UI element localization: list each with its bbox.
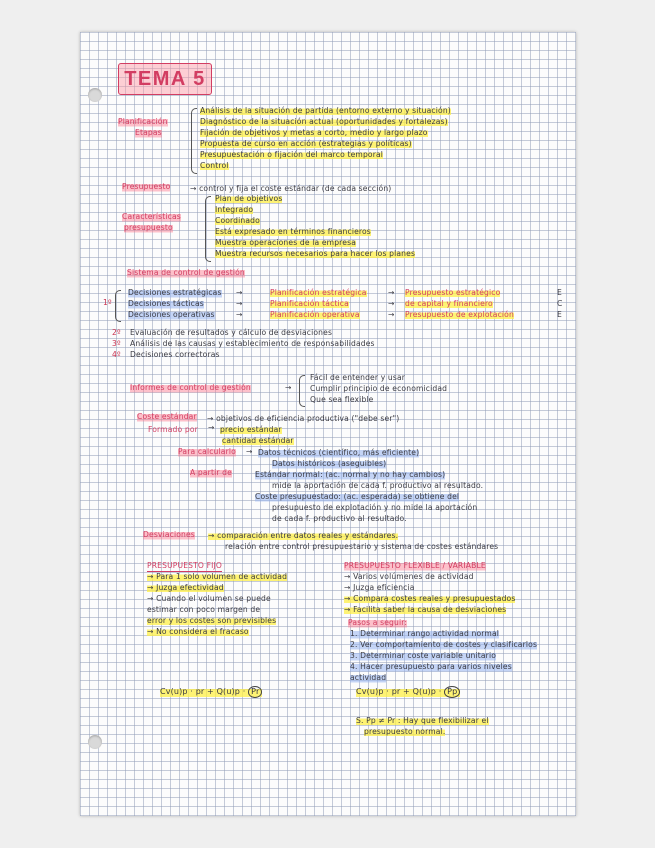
- step-number: 4º: [112, 350, 121, 359]
- brace: [191, 108, 197, 174]
- flexible-item: → Juzga eficiencia: [344, 583, 415, 592]
- letter: E: [557, 288, 562, 297]
- decision-label: Decisiones operativas: [128, 310, 215, 319]
- a-partir-label: A partir de: [190, 468, 232, 477]
- brace: [205, 196, 211, 262]
- flexible-formula: [356, 686, 460, 698]
- pasos-label: Pasos a seguir:: [348, 618, 408, 627]
- flexible-item: → Facilita saber la causa de desviaciones: [344, 605, 507, 614]
- fijo-item: → Juzga efectividad: [147, 583, 224, 592]
- etapa-item: Control: [200, 161, 229, 170]
- etapa-item: Fijación de objetivos y metas a corto, medio y largo plazo: [200, 128, 428, 137]
- flexible-note: presupuesto normal.: [364, 727, 446, 736]
- caracteristica-item: Muestra recursos necesarios para hacer los planes: [215, 249, 416, 258]
- planificacion-type: Planificación táctica: [270, 299, 349, 308]
- flexible-item: → Varios volúmenes de actividad: [344, 572, 474, 581]
- letter: E: [557, 310, 562, 319]
- arrow: →: [236, 288, 243, 297]
- para-calcularlo-label: Para calcularlo: [178, 447, 236, 456]
- arrow: →: [388, 310, 395, 319]
- caracteristica-item: Plan de objetivos: [215, 194, 283, 203]
- estandar-detail: mide la aportación de cada f. productivo al resultado.: [272, 481, 484, 490]
- arrow: →: [208, 423, 215, 432]
- fijo-item: estimar con poco margen de: [147, 605, 261, 614]
- arrow: →: [236, 310, 243, 319]
- estandar-detail: de cada f. productivo al resultado.: [272, 514, 407, 523]
- step-number: 2º: [112, 328, 121, 337]
- presupuesto-label: Presupuesto: [122, 182, 171, 191]
- desviaciones-line: relación entre control presupuestario y sistema de costes estándares: [225, 542, 499, 551]
- calculo-item: Datos históricos (aseguibles): [272, 459, 387, 468]
- caracteristica-item: Integrado: [215, 205, 254, 214]
- arrow: →: [246, 447, 253, 456]
- arrow: →: [388, 299, 395, 308]
- informe-item: Que sea flexible: [310, 395, 374, 404]
- planificacion-type: Planificación estratégica: [270, 288, 367, 297]
- formado-item: precio estándar: [220, 425, 282, 434]
- fijo-item: → No considera el fracaso: [147, 627, 249, 636]
- informes-label: Informes de control de gestión: [130, 383, 251, 392]
- binder-hole: [88, 735, 102, 749]
- brace: [299, 375, 305, 407]
- caracteristica-item: Muestra operaciones de la empresa: [215, 238, 357, 247]
- step-number: 3º: [112, 339, 121, 348]
- etapa-item: Análisis de la situación de partida (entorno externo y situación): [200, 106, 451, 115]
- fijo-item: error y los costes son previsibles: [147, 616, 277, 625]
- estandar-detail: presupuesto de explotación y no mide la aportación: [272, 503, 478, 512]
- formula-text: Cv(u)p · pr + Q(u)p ·: [356, 687, 445, 696]
- paso-item: 2. Ver comportamiento de costes y clasificarlos: [350, 640, 538, 649]
- etapas-label: Etapas: [135, 128, 162, 137]
- formula-circled: Pr: [248, 686, 262, 698]
- arrow: →: [388, 288, 395, 297]
- binder-hole: [88, 88, 102, 102]
- page-title: TEMA 5: [118, 63, 212, 95]
- caracteristica-item: Está expresado en términos financieros: [215, 227, 371, 236]
- calculo-item: Datos técnicos (científico, más eficiente): [258, 448, 420, 457]
- caracteristicas-label: Características: [122, 212, 181, 221]
- letter: C: [557, 299, 563, 308]
- formado-item: cantidad estándar: [222, 436, 294, 445]
- fijo-heading: PRESUPUESTO FIJO: [147, 561, 223, 570]
- arrow: →: [236, 299, 243, 308]
- planificacion-type: Planificación operativa: [270, 310, 360, 319]
- estandar-item: Estándar normal: (ac. normal y no hay cambios): [255, 470, 446, 479]
- presupuesto-type: Presupuesto de explotación: [405, 310, 514, 319]
- paso-item: 4. Hacer presupuesto para varios niveles: [350, 662, 512, 671]
- brace: [115, 290, 121, 322]
- fijo-item: → Para 1 solo volumen de actividad: [147, 572, 288, 581]
- sistema-heading: Sistema de control de gestión: [127, 268, 245, 277]
- paso-item: 3. Determinar coste variable unitario: [350, 651, 497, 660]
- desviaciones-line: → comparación entre datos reales y estándares.: [208, 531, 399, 540]
- presupuesto-type: de capital y financiero: [405, 299, 493, 308]
- flexible-item: → Compara costes reales y presupuestados: [344, 594, 516, 603]
- step-number: 1º: [103, 298, 112, 307]
- planificacion-label: Planificación: [118, 117, 168, 126]
- flexible-note: S. Pp ≠ Pr : Hay que flexibilizar el: [356, 716, 489, 725]
- caracteristica-item: Coordinado: [215, 216, 260, 225]
- informe-item: Cumplir principio de economicidad: [310, 384, 448, 393]
- step-text: Evaluación de resultados y cálculo de desviaciones: [130, 328, 333, 337]
- fijo-formula: [160, 686, 262, 698]
- informe-item: Fácil de entender y usar: [310, 373, 406, 382]
- estandar-item: Coste presupuestado: (ac. esperada) se obtiene del: [255, 492, 460, 501]
- coste-label: Coste estándar: [137, 412, 197, 421]
- paso-item: 1. Determinar rango actividad normal: [350, 629, 500, 638]
- etapa-item: Diagnóstico de la situación actual (oportunidades y fortalezas): [200, 117, 448, 126]
- decision-label: Decisiones estratégicas: [128, 288, 222, 297]
- fijo-item: → Cuando el volumen se puede: [147, 594, 271, 603]
- step-text: Decisiones correctoras: [130, 350, 220, 359]
- presupuesto-definition: → control y fija el coste estándar (de cada sección): [190, 184, 392, 193]
- arrow: →: [285, 383, 292, 392]
- etapa-item: Presupuestación o fijación del marco temporal: [200, 150, 384, 159]
- flexible-heading: PRESUPUESTO FLEXIBLE / VARIABLE: [344, 561, 486, 570]
- presupuesto-type: Presupuesto estratégico: [405, 288, 501, 297]
- decision-label: Decisiones tácticas: [128, 299, 204, 308]
- paso-item: actividad: [350, 673, 387, 682]
- coste-definition: → objetivos de eficiencia productiva ("debe ser"): [207, 414, 400, 423]
- caracteristicas-label: presupuesto: [124, 223, 173, 232]
- step-text: Análisis de las causas y establecimiento de responsabilidades: [130, 339, 375, 348]
- formula-text: Cv(u)p · pr + Q(u)p ·: [160, 687, 249, 696]
- formula-circled: Pp: [444, 686, 460, 698]
- formado-label: Formado por: [148, 425, 198, 434]
- desviaciones-label: Desviaciones: [143, 530, 195, 539]
- etapa-item: Propuesta de curso en acción (estrategias y políticas): [200, 139, 412, 148]
